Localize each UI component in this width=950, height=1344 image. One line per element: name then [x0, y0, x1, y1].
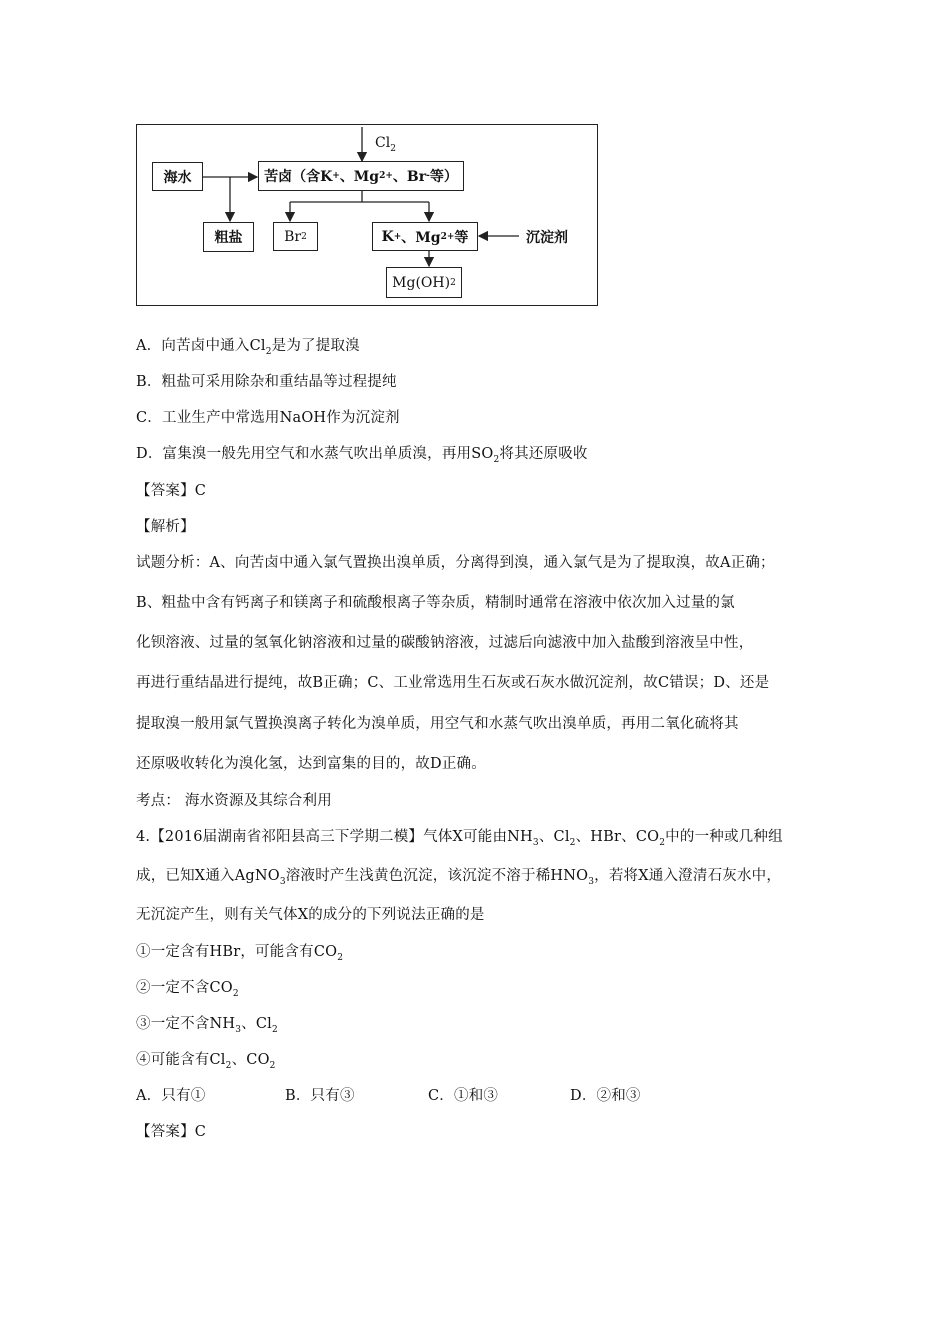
q4-statement-4: ④可能含有$Cl_2$、$CO_2$	[136, 1052, 276, 1071]
q4-choices	[136, 1084, 736, 1104]
br2-box: Br 2	[273, 222, 318, 251]
kaodian-line: 考点： 海水资源及其综合利用	[136, 793, 332, 809]
q4-choice-b: B．只有③	[285, 1088, 355, 1104]
q4-choice-c: C．①和③	[428, 1088, 499, 1104]
q4-choice-a: A．只有①	[136, 1088, 206, 1104]
answer-1: 【答案】C	[136, 483, 207, 499]
crude-salt-box: 粗盐	[203, 222, 254, 252]
q4-statement-1: ①一定含有HBr，可能含有$CO_2$	[136, 944, 344, 963]
q4-statement-3: ③一定不含$NH_3$、$Cl_2$	[136, 1016, 278, 1035]
seawater-box: 海水	[152, 162, 203, 191]
cl2-label: $Cl_2$	[375, 135, 396, 154]
analysis-line-3: 化钡溶液、过量的氢氧化钠溶液和过量的碳酸钠溶液，过滤后向滤液中加入盐酸到溶液呈中性，	[136, 635, 754, 651]
mgoh2-box: Mg(OH) 2	[386, 267, 462, 298]
analysis-line-1: 试题分析：A、向苦卤中通入氯气置换出溴单质，分离得到溴，通入氯气是为了提取溴，故A正确；	[136, 555, 775, 571]
q4-line-2: 成，已知X通入AgNO$_3$溶液时产生浅黄色沉淀，该沉淀不溶于稀$HNO_3$，若将X通入澄清石灰水中，	[136, 868, 782, 887]
analysis-heading: 【解析】	[136, 519, 195, 535]
option-b: B．粗盐可采用除杂和重结晶等过程提纯	[136, 374, 397, 390]
option-a: A．向苦卤中通入$Cl_2$是为了提取溴	[136, 338, 360, 357]
analysis-line-5: 提取溴一般用氯气置换溴离子转化为溴单质，用空气和水蒸气吹出溴单质，再用二氧化硫将其	[136, 716, 739, 732]
option-c: C．工业生产中常选用NaOH作为沉淀剂	[136, 410, 400, 426]
analysis-line-6: 还原吸收转化为溴化氢，达到富集的目的，故D正确。	[136, 756, 486, 772]
analysis-line-4: 再进行重结晶进行提纯，故B正确；C、工业常选用生石灰或石灰水做沉淀剂，故C错误；D、还是	[136, 675, 770, 691]
precipitant-label: 沉淀剂	[526, 230, 568, 246]
analysis-line-2: B、粗盐中含有钙离子和镁离子和硫酸根离子等杂质，精制时通常在溶液中依次加入过量的氯	[136, 595, 735, 611]
diagram-connectors	[137, 125, 599, 307]
q4-line-1: 4.【2016届湖南省祁阳县高三下学期二模】气体X可能由$NH_3$、$Cl_2$、HBr、$CO_2$中的一种或几种组	[136, 829, 783, 848]
k-mg-box: K + 、Mg 2+ 等	[372, 222, 478, 251]
option-d: D．富集溴一般先用空气和水蒸气吹出单质溴，再用$SO_2$将其还原吸收	[136, 446, 588, 465]
q4-choice-d: D．②和③	[570, 1088, 641, 1104]
seawater-flow-diagram	[136, 124, 598, 306]
answer-2: 【答案】C	[136, 1124, 207, 1140]
bittern-box: 苦卤（含K + 、Mg 2+ 、Br - 等）	[258, 161, 464, 191]
q4-statement-2: ②一定不含$CO_2$	[136, 980, 239, 999]
q4-line-3: 无沉淀产生，则有关气体X的成分的下列说法正确的是	[136, 907, 485, 923]
